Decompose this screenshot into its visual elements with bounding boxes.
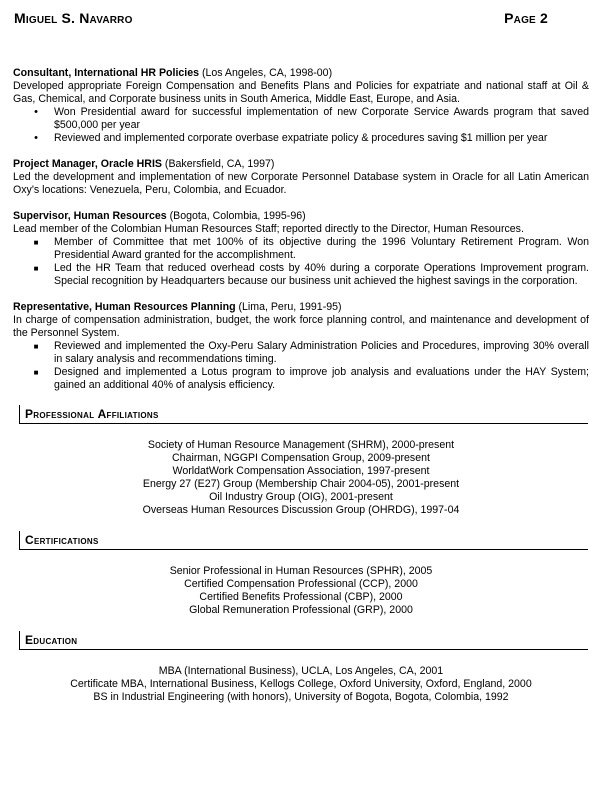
certification-item: Global Remuneration Professional (GRP), 2000 xyxy=(189,604,413,616)
education-item: MBA (International Business), UCLA, Los Angeles, CA, 2001 xyxy=(158,665,444,677)
job-entry xyxy=(13,67,589,145)
job-entry xyxy=(13,301,589,392)
affiliation-item: Energy 27 (E27) Group (Membership Chair 2004-05), 2001-present xyxy=(142,478,460,490)
achievement-item xyxy=(13,106,589,132)
achievement-item xyxy=(13,132,589,145)
achievement-text: Won Presidential award for successful implementation of new Corporate Service Awards program that saved $500,000 per year xyxy=(54,106,589,131)
education-item: Certificate MBA, International Business, Kellogs College, Oxford University, Oxford, England, 2000 xyxy=(70,678,532,690)
experience-list xyxy=(13,67,589,392)
job-description: Developed appropriate Foreign Compensation and Benefits Plans and Policies for expatriate and national staff at Oil & Gas, Chemical, and Corporate business units in South America, Middle East, Europe, and Asia. xyxy=(13,80,589,105)
job-location-dates: (Lima, Peru, 1991-95) xyxy=(235,301,342,313)
job-title: Project Manager, Oracle HRIS xyxy=(13,158,162,170)
round-bullet-icon: • xyxy=(34,106,38,118)
page-number: Page 2 xyxy=(504,10,548,26)
job-location-dates: (Los Angeles, CA, 1998-00) xyxy=(199,67,333,79)
achievement-text: Led the HR Team that reduced overhead costs by 40% during a corporate Operations Improvement program. Special recognition by Headquarters because our business unit achieved the highest savings in the corporation. xyxy=(54,262,589,287)
achievement-item xyxy=(13,340,589,366)
square-bullet-icon: ■ xyxy=(33,342,39,351)
candidate-name: Miguel S. Navarro xyxy=(14,10,133,26)
achievement-text: Member of Committee that met 100% of its objective during the 1996 Voluntary Retirement Program. Won Presidential Award granted for the accomplishment. xyxy=(54,236,589,261)
achievement-item xyxy=(13,262,589,288)
affiliation-item: Oil Industry Group (OIG), 2001-present xyxy=(209,491,393,503)
achievement-text: Reviewed and implemented the Oxy-Peru Salary Administration Policies and Procedures, improving 30% overall in salary analysis and recommendations timing. xyxy=(54,340,589,365)
job-header xyxy=(13,67,589,80)
round-bullet-icon: • xyxy=(34,132,38,144)
affiliation-item: Society of Human Resource Management (SHRM), 2000-present xyxy=(147,439,455,451)
square-bullet-icon: ■ xyxy=(33,238,39,247)
certification-item: Certified Compensation Professional (CCP), 2000 xyxy=(184,578,418,590)
achievement-item xyxy=(13,236,589,262)
job-entry xyxy=(13,210,589,288)
job-description: Led the development and implementation of new Corporate Personnel Database system in Oracle for all Latin American Oxy's locations: Venezuela, Peru, Colombia, and Ecuador. xyxy=(13,171,589,196)
affiliations-list xyxy=(13,439,589,517)
page-header xyxy=(14,12,548,25)
job-achievements xyxy=(13,106,589,145)
achievement-text: Reviewed and implemented corporate overbase expatriate policy & procedures saving $1 million per year xyxy=(54,132,548,144)
achievement-item xyxy=(13,366,589,392)
section-heading-affiliations: Professional Affiliations xyxy=(19,405,588,424)
job-achievements xyxy=(13,340,589,392)
job-achievements xyxy=(13,236,589,288)
affiliation-item: Chairman, NGGPI Compensation Group, 2009-present xyxy=(172,452,430,464)
section-heading-education: Education xyxy=(19,631,588,650)
certification-item: Senior Professional in Human Resources (SPHR), 2005 xyxy=(169,565,433,577)
job-header xyxy=(13,210,589,223)
job-header xyxy=(13,158,589,171)
job-header xyxy=(13,301,589,314)
job-location-dates: (Bogota, Colombia, 1995-96) xyxy=(166,210,306,222)
achievement-text: Designed and implemented a Lotus program to improve job analysis and evaluations under the HAY System; gained an additional 40% of analysis efficiency. xyxy=(54,366,589,391)
affiliation-item: WorldatWork Compensation Association, 1997-present xyxy=(172,465,430,477)
job-title: Consultant, International HR Policies xyxy=(13,67,200,79)
certification-item: Certified Benefits Professional (CBP), 2000 xyxy=(199,591,403,603)
affiliation-item: Overseas Human Resources Discussion Group (OHRDG), 1997-04 xyxy=(142,504,460,516)
job-location-dates: (Bakersfield, CA, 1997) xyxy=(161,158,275,170)
education-list xyxy=(13,665,589,704)
square-bullet-icon: ■ xyxy=(33,368,39,377)
section-heading-certifications: Certifications xyxy=(19,531,588,550)
job-entry xyxy=(13,158,589,197)
job-title: Representative, Human Resources Planning xyxy=(13,301,236,313)
certifications-list xyxy=(13,565,589,617)
job-title: Supervisor, Human Resources xyxy=(13,210,167,222)
square-bullet-icon: ■ xyxy=(33,264,39,273)
education-item: BS in Industrial Engineering (with honors), University of Bogota, Bogota, Colombia, 1992 xyxy=(93,691,509,703)
job-description: In charge of compensation administration, budget, the work force planning control, and maintenance and development of the Personnel System. xyxy=(13,314,589,339)
job-description: Lead member of the Colombian Human Resources Staff; reported directly to the Director, Human Resources. xyxy=(13,223,524,235)
resume-content xyxy=(13,67,589,718)
